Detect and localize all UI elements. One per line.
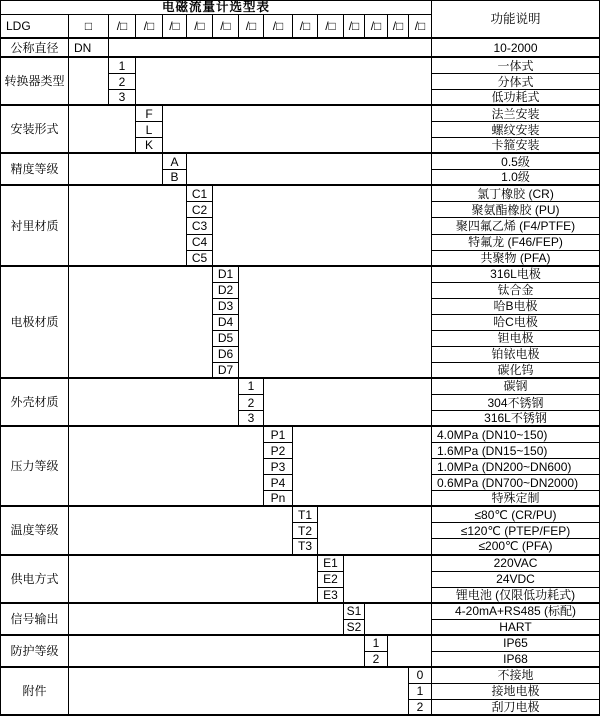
code-cell-electrode-material: D7 <box>213 363 239 379</box>
desc-cell-accuracy-class: 1.0级 <box>432 170 600 186</box>
code-cell-temperature-rating: T2 <box>293 523 318 539</box>
spacer-right-converter-type <box>136 58 432 106</box>
desc-cell-accessories: 接地电极 <box>432 684 600 700</box>
model-code-slot: /□ <box>213 15 239 39</box>
table-title: 电磁流量计选型表 <box>1 1 432 15</box>
desc-cell-converter-type: 分体式 <box>432 74 600 90</box>
desc-cell-temperature-rating: ≤120℃ (PTEP/FEP) <box>432 523 600 539</box>
spacer-right-housing-material <box>264 379 432 427</box>
spacer-right-installation-type <box>163 106 432 154</box>
code-cell-housing-material: 1 <box>239 379 264 395</box>
desc-cell-electrode-material: 铂铱电极 <box>432 347 600 363</box>
code-cell-housing-material: 2 <box>239 395 264 411</box>
function-column-header: 功能说明 <box>432 1 600 39</box>
code-cell-protection-class: 1 <box>365 636 388 652</box>
code-cell-lining-material: C2 <box>187 202 213 218</box>
code-cell-lining-material: C4 <box>187 235 213 251</box>
model-code-slot: /□ <box>344 15 365 39</box>
spacer-left-housing-material <box>69 379 239 427</box>
code-cell-pressure-rating: P4 <box>264 475 293 491</box>
spacer-right-nominal-diameter <box>109 39 432 58</box>
code-cell-electrode-material: D6 <box>213 347 239 363</box>
desc-cell-electrode-material: 钛合金 <box>432 283 600 299</box>
model-code-slot: /□ <box>318 15 344 39</box>
code-cell-installation-type: F <box>136 106 163 122</box>
model-code-slot: /□ <box>163 15 187 39</box>
code-cell-converter-type: 1 <box>109 58 136 74</box>
code-cell-power-supply: E3 <box>318 588 344 604</box>
desc-cell-installation-type: 卡箍安装 <box>432 138 600 154</box>
section-label-protection-class: 防护等级 <box>1 636 69 668</box>
model-code-slot: /□ <box>136 15 163 39</box>
desc-cell-housing-material: 304不锈钢 <box>432 395 600 411</box>
code-cell-pressure-rating: P2 <box>264 443 293 459</box>
model-code-slot: /□ <box>365 15 388 39</box>
spacer-right-accuracy-class <box>187 154 432 186</box>
code-cell-converter-type: 2 <box>109 74 136 90</box>
desc-cell-electrode-material: 哈B电极 <box>432 299 600 315</box>
spacer-left-electrode-material <box>69 267 213 379</box>
desc-cell-accessories: 刮刀电极 <box>432 700 600 716</box>
spacer-left-accuracy-class <box>69 154 163 186</box>
spacer-left-pressure-rating <box>69 427 264 507</box>
spacer-left-temperature-rating <box>69 507 293 555</box>
section-label-signal-output: 信号输出 <box>1 604 69 636</box>
code-cell-housing-material: 3 <box>239 411 264 427</box>
desc-cell-signal-output: 4-20mA+RS485 (标配) <box>432 604 600 620</box>
desc-cell-power-supply: 220VAC <box>432 556 600 572</box>
code-cell-lining-material: C3 <box>187 218 213 234</box>
spacer-left-installation-type <box>69 106 136 154</box>
code-cell-accessories: 2 <box>409 700 432 716</box>
spacer-left-power-supply <box>69 556 318 604</box>
code-cell-accessories: 1 <box>409 684 432 700</box>
spacer-right-power-supply <box>344 556 432 604</box>
model-code-slot: /□ <box>264 15 293 39</box>
section-label-nominal-diameter: 公称直径 <box>1 39 69 58</box>
code-cell-pressure-rating: P3 <box>264 459 293 475</box>
desc-cell-accessories: 不接地 <box>432 668 600 684</box>
section-label-converter-type: 转换器类型 <box>1 58 69 106</box>
code-cell-electrode-material: D3 <box>213 299 239 315</box>
spacer-left-signal-output <box>69 604 344 636</box>
section-label-accuracy-class: 精度等级 <box>1 154 69 186</box>
spacer-left-converter-type <box>69 58 109 106</box>
desc-cell-converter-type: 一体式 <box>432 58 600 74</box>
section-label-temperature-rating: 温度等级 <box>1 507 69 555</box>
code-cell-electrode-material: D4 <box>213 315 239 331</box>
spacer-right-pressure-rating <box>293 427 432 507</box>
model-prefix: LDG <box>1 15 69 39</box>
model-code-slot: /□ <box>109 15 136 39</box>
desc-cell-electrode-material: 316L电极 <box>432 267 600 283</box>
code-cell-power-supply: E2 <box>318 572 344 588</box>
desc-cell-signal-output: HART <box>432 620 600 636</box>
code-cell-temperature-rating: T3 <box>293 539 318 555</box>
model-code-slot: /□ <box>409 15 432 39</box>
code-cell-electrode-material: D1 <box>213 267 239 283</box>
desc-cell-lining-material: 聚氨酯橡胶 (PU) <box>432 202 600 218</box>
code-cell-signal-output: S2 <box>344 620 365 636</box>
spacer-right-signal-output <box>365 604 432 636</box>
desc-cell-protection-class: IP65 <box>432 636 600 652</box>
spacer-right-protection-class <box>388 636 432 668</box>
code-cell-installation-type: L <box>136 122 163 138</box>
desc-cell-housing-material: 316L不锈钢 <box>432 411 600 427</box>
desc-cell-temperature-rating: ≤200℃ (PFA) <box>432 539 600 555</box>
code-cell-nominal-diameter: DN <box>69 39 109 58</box>
desc-cell-pressure-rating: 4.0MPa (DN10~150) <box>432 427 600 443</box>
spacer-left-lining-material <box>69 186 187 266</box>
model-code-slot: /□ <box>388 15 409 39</box>
section-label-accessories: 附件 <box>1 668 69 716</box>
code-cell-accessories: 0 <box>409 668 432 684</box>
spacer-right-temperature-rating <box>318 507 432 555</box>
model-code-slot: /□ <box>293 15 318 39</box>
spacer-left-accessories <box>69 668 409 716</box>
code-cell-temperature-rating: T1 <box>293 507 318 523</box>
desc-cell-installation-type: 法兰安装 <box>432 106 600 122</box>
code-cell-protection-class: 2 <box>365 652 388 668</box>
code-cell-pressure-rating: P1 <box>264 427 293 443</box>
code-cell-accuracy-class: B <box>163 170 187 186</box>
desc-cell-lining-material: 共聚物 (PFA) <box>432 251 600 267</box>
desc-cell-power-supply: 锂电池 (仅限低功耗式) <box>432 588 600 604</box>
desc-cell-electrode-material: 碳化钨 <box>432 363 600 379</box>
desc-cell-power-supply: 24VDC <box>432 572 600 588</box>
section-label-lining-material: 衬里材质 <box>1 186 69 266</box>
desc-cell-nominal-diameter: 10-2000 <box>432 39 600 58</box>
desc-cell-lining-material: 特氟龙 (F46/FEP) <box>432 235 600 251</box>
section-label-power-supply: 供电方式 <box>1 556 69 604</box>
model-code-slot: /□ <box>187 15 213 39</box>
section-label-pressure-rating: 压力等级 <box>1 427 69 507</box>
desc-cell-pressure-rating: 1.0MPa (DN200~DN600) <box>432 459 600 475</box>
code-cell-electrode-material: D5 <box>213 331 239 347</box>
spacer-left-protection-class <box>69 636 365 668</box>
desc-cell-lining-material: 氯丁橡胶 (CR) <box>432 186 600 202</box>
model-code-slot: /□ <box>239 15 264 39</box>
code-cell-signal-output: S1 <box>344 604 365 620</box>
desc-cell-accuracy-class: 0.5级 <box>432 154 600 170</box>
spacer-right-electrode-material <box>239 267 432 379</box>
code-cell-installation-type: K <box>136 138 163 154</box>
code-cell-converter-type: 3 <box>109 90 136 106</box>
code-cell-electrode-material: D2 <box>213 283 239 299</box>
desc-cell-temperature-rating: ≤80℃ (CR/PU) <box>432 507 600 523</box>
code-cell-lining-material: C5 <box>187 251 213 267</box>
desc-cell-housing-material: 碳钢 <box>432 379 600 395</box>
code-cell-pressure-rating: Pn <box>264 491 293 507</box>
desc-cell-electrode-material: 钽电极 <box>432 331 600 347</box>
section-label-installation-type: 安装形式 <box>1 106 69 154</box>
code-cell-lining-material: C1 <box>187 186 213 202</box>
code-cell-power-supply: E1 <box>318 556 344 572</box>
desc-cell-converter-type: 低功耗式 <box>432 90 600 106</box>
desc-cell-lining-material: 聚四氟乙烯 (F4/PTFE) <box>432 218 600 234</box>
desc-cell-pressure-rating: 1.6MPa (DN15~150) <box>432 443 600 459</box>
desc-cell-pressure-rating: 0.6MPa (DN700~DN2000) <box>432 475 600 491</box>
model-code-box: □ <box>69 15 109 39</box>
section-label-electrode-material: 电极材质 <box>1 267 69 379</box>
desc-cell-protection-class: IP68 <box>432 652 600 668</box>
desc-cell-electrode-material: 哈C电极 <box>432 315 600 331</box>
section-label-housing-material: 外壳材质 <box>1 379 69 427</box>
desc-cell-pressure-rating: 特殊定制 <box>432 491 600 507</box>
code-cell-accuracy-class: A <box>163 154 187 170</box>
spacer-right-lining-material <box>213 186 432 266</box>
desc-cell-installation-type: 螺纹安装 <box>432 122 600 138</box>
